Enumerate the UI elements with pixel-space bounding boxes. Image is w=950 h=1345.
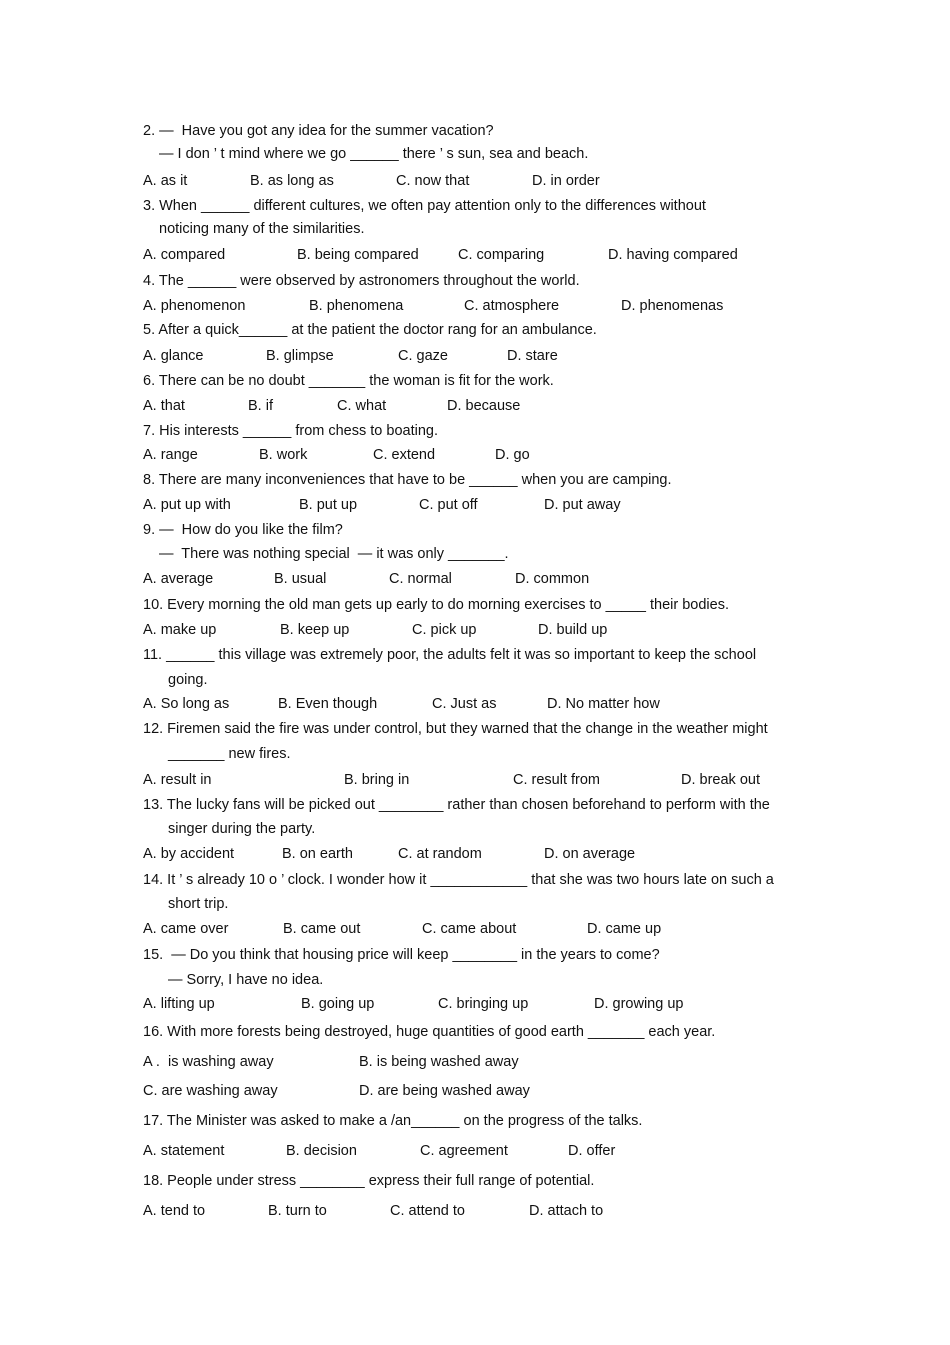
option-c: C. at random bbox=[398, 846, 482, 862]
option-b: B. phenomena bbox=[309, 298, 404, 314]
option-a: A . is washing away bbox=[143, 1054, 274, 1070]
option-c: C. atmosphere bbox=[464, 298, 560, 314]
question-stem: 4. The ______ were observed by astronomers throughout the world. bbox=[143, 273, 580, 289]
option-b: B. decision bbox=[286, 1143, 357, 1159]
option-a: A. by accident bbox=[143, 846, 235, 862]
question-stem: 13. The lucky fans will be picked out ________ rather than chosen beforehand to perform with the bbox=[143, 797, 770, 813]
option-a: A. as it bbox=[143, 173, 188, 189]
option-a: A. compared bbox=[143, 247, 226, 263]
question-stem-continued: — I don ’ t mind where we go ______ there ’ s sun, sea and beach. bbox=[159, 146, 589, 162]
option-c: C. attend to bbox=[390, 1203, 465, 1219]
question-stem-continued: short trip. bbox=[168, 896, 229, 912]
option-b: B. if bbox=[248, 398, 273, 414]
option-a: A. that bbox=[143, 398, 185, 414]
option-a: A. tend to bbox=[143, 1203, 206, 1219]
option-c: C. came about bbox=[422, 921, 517, 937]
option-d: D. are being washed away bbox=[359, 1083, 530, 1099]
question-stem: 11. ______ this village was extremely poor, the adults felt it was so important to keep the school bbox=[143, 647, 757, 663]
option-c: C. put off bbox=[419, 497, 478, 513]
option-d: D. build up bbox=[538, 622, 608, 638]
option-a: A. statement bbox=[143, 1143, 225, 1159]
option-d: D. phenomenas bbox=[621, 298, 724, 314]
option-d: D. came up bbox=[587, 921, 662, 937]
option-b: B. put up bbox=[299, 497, 358, 513]
question-stem: 14. It ’ s already 10 o ’ clock. I wonder how it ____________ that she was two hours late on such a bbox=[143, 872, 774, 888]
question-stem: 7. His interests ______ from chess to boating. bbox=[143, 423, 438, 439]
option-b: B. came out bbox=[283, 921, 361, 937]
option-d: D. growing up bbox=[594, 996, 684, 1012]
option-a: A. lifting up bbox=[143, 996, 215, 1012]
option-b: B. on earth bbox=[282, 846, 353, 862]
question-stem: 17. The Minister was asked to make a /an______ on the progress of the talks. bbox=[143, 1113, 643, 1129]
option-d: D. No matter how bbox=[547, 696, 660, 712]
question-stem: 6. There can be no doubt _______ the woman is fit for the work. bbox=[143, 373, 554, 389]
option-b: B. glimpse bbox=[266, 348, 334, 364]
question-stem: 16. With more forests being destroyed, huge quantities of good earth _______ each year. bbox=[143, 1024, 716, 1040]
question-stem: 8. There are many inconveniences that have to be ______ when you are camping. bbox=[143, 472, 672, 488]
option-b: B. usual bbox=[274, 571, 327, 587]
question-stem: 3. When ______ different cultures, we often pay attention only to the differences without bbox=[143, 198, 706, 214]
option-a: A. range bbox=[143, 447, 198, 463]
option-b: B. being compared bbox=[297, 247, 419, 263]
option-c: C. pick up bbox=[412, 622, 477, 638]
option-a: A. result in bbox=[143, 772, 212, 788]
option-b: B. Even though bbox=[278, 696, 378, 712]
option-d: D. in order bbox=[532, 173, 600, 189]
option-c: C. bringing up bbox=[438, 996, 529, 1012]
question-stem: 2. — Have you got any idea for the summer vacation? bbox=[143, 123, 494, 139]
option-c: C. now that bbox=[396, 173, 470, 189]
option-a: A. glance bbox=[143, 348, 204, 364]
option-b: B. is being washed away bbox=[359, 1054, 519, 1070]
option-b: B. keep up bbox=[280, 622, 350, 638]
question-stem-continued: — Sorry, I have no idea. bbox=[168, 972, 324, 988]
option-c: C. comparing bbox=[458, 247, 545, 263]
option-b: B. bring in bbox=[344, 772, 410, 788]
option-c: C. gaze bbox=[398, 348, 448, 364]
option-c: C. normal bbox=[389, 571, 452, 587]
option-c: C. extend bbox=[373, 447, 436, 463]
option-a: A. put up with bbox=[143, 497, 231, 513]
question-stem: 12. Firemen said the fire was under control, but they warned that the change in the weather might bbox=[143, 721, 768, 737]
question-stem: 9. — How do you like the film? bbox=[143, 522, 343, 538]
option-d: D. on average bbox=[544, 846, 636, 862]
option-d: D. stare bbox=[507, 348, 558, 364]
option-d: D. offer bbox=[568, 1143, 616, 1159]
option-c: C. what bbox=[337, 398, 387, 414]
option-d: D. go bbox=[495, 447, 530, 463]
question-stem-continued: noticing many of the similarities. bbox=[159, 221, 365, 237]
question-stem: 18. People under stress ________ express their full range of potential. bbox=[143, 1173, 595, 1189]
option-a: A. came over bbox=[143, 921, 229, 937]
option-d: D. common bbox=[515, 571, 590, 587]
question-stem: 15. — Do you think that housing price will keep ________ in the years to come? bbox=[143, 947, 660, 963]
option-d: D. put away bbox=[544, 497, 621, 513]
question-stem-continued: going. bbox=[168, 672, 208, 688]
option-d: D. because bbox=[447, 398, 521, 414]
question-stem-continued: _______ new fires. bbox=[168, 746, 291, 762]
option-d: D. attach to bbox=[529, 1203, 604, 1219]
question-stem: 10. Every morning the old man gets up early to do morning exercises to _____ their bodies. bbox=[143, 597, 729, 613]
option-a: A. phenomenon bbox=[143, 298, 246, 314]
option-b: B. work bbox=[259, 447, 308, 463]
option-c: C. are washing away bbox=[143, 1083, 278, 1099]
option-a: A. make up bbox=[143, 622, 217, 638]
option-c: C. agreement bbox=[420, 1143, 508, 1159]
option-c: C. Just as bbox=[432, 696, 497, 712]
question-stem: 5. After a quick______ at the patient the doctor rang for an ambulance. bbox=[143, 322, 597, 338]
option-d: D. having compared bbox=[608, 247, 738, 263]
option-b: B. as long as bbox=[250, 173, 334, 189]
question-stem-continued: — There was nothing special — it was only _______. bbox=[159, 546, 509, 562]
question-stem-continued: singer during the party. bbox=[168, 821, 316, 837]
option-c: C. result from bbox=[513, 772, 601, 788]
option-b: B. going up bbox=[301, 996, 375, 1012]
option-d: D. break out bbox=[681, 772, 760, 788]
option-b: B. turn to bbox=[268, 1203, 327, 1219]
option-a: A. So long as bbox=[143, 696, 230, 712]
option-a: A. average bbox=[143, 571, 214, 587]
